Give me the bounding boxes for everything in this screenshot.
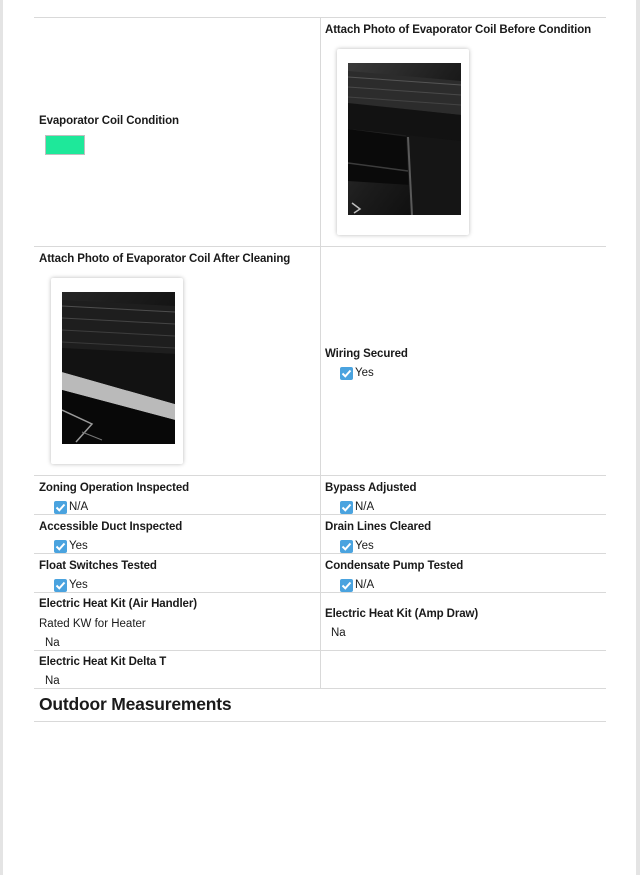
photo-after-label: Attach Photo of Evaporator Coil After Cleaning xyxy=(39,253,291,265)
zoning-value: N/A xyxy=(69,501,89,513)
checkbox-checked-icon[interactable] xyxy=(54,579,67,592)
page-edge-right xyxy=(636,0,640,875)
heat-kit-delta-value: Na xyxy=(45,675,60,687)
heat-kit-delta-label: Electric Heat Kit Delta T xyxy=(39,656,167,668)
section-title: Outdoor Measurements xyxy=(39,694,232,714)
column-divider xyxy=(320,17,321,688)
photo-before-label: Attach Photo of Evaporator Coil Before Condition xyxy=(325,24,592,36)
evaporator-coil-after-photo xyxy=(62,292,175,444)
heat-kit-air-value: Na xyxy=(45,637,60,649)
bypass-checkbox-group xyxy=(340,500,374,514)
checkbox-checked-icon[interactable] xyxy=(340,367,353,380)
pump-label: Condensate Pump Tested xyxy=(325,560,464,572)
checkbox-checked-icon[interactable] xyxy=(54,501,67,514)
row-divider xyxy=(34,688,606,689)
evap-condition-label: Evaporator Coil Condition xyxy=(39,115,179,127)
evaporator-coil-before-photo xyxy=(348,63,461,215)
photo-before-card[interactable] xyxy=(337,49,469,235)
float-checkbox-group xyxy=(54,578,88,592)
duct-label: Accessible Duct Inspected xyxy=(39,521,183,533)
bypass-value: N/A xyxy=(355,501,375,513)
checkbox-checked-icon[interactable] xyxy=(54,540,67,553)
evap-condition-color-swatch xyxy=(45,135,85,155)
pump-value: N/A xyxy=(355,579,375,591)
drain-checkbox-group xyxy=(340,539,374,553)
zoning-label: Zoning Operation Inspected xyxy=(39,482,190,494)
heat-kit-air-label: Electric Heat Kit (Air Handler) xyxy=(39,598,197,610)
drain-label: Drain Lines Cleared xyxy=(325,521,432,533)
wiring-label: Wiring Secured xyxy=(325,348,408,360)
wiring-value: Yes xyxy=(355,367,374,379)
zoning-checkbox-group xyxy=(54,500,88,514)
duct-checkbox-group xyxy=(54,539,88,553)
checkbox-checked-icon[interactable] xyxy=(340,540,353,553)
drain-value: Yes xyxy=(355,540,374,552)
checkbox-checked-icon[interactable] xyxy=(340,501,353,514)
duct-value: Yes xyxy=(69,540,88,552)
bypass-label: Bypass Adjusted xyxy=(325,482,417,494)
float-label: Float Switches Tested xyxy=(39,560,157,572)
checkbox-checked-icon[interactable] xyxy=(340,579,353,592)
float-value: Yes xyxy=(69,579,88,591)
heat-kit-air-sublabel: Rated KW for Heater xyxy=(39,618,146,630)
pump-checkbox-group xyxy=(340,578,374,592)
heat-kit-amp-label: Electric Heat Kit (Amp Draw) xyxy=(325,608,479,620)
section-divider xyxy=(34,721,606,722)
heat-kit-amp-value: Na xyxy=(331,627,346,639)
page-edge-left xyxy=(0,0,3,875)
wiring-checkbox-group xyxy=(340,366,374,380)
photo-after-card[interactable] xyxy=(51,278,183,464)
